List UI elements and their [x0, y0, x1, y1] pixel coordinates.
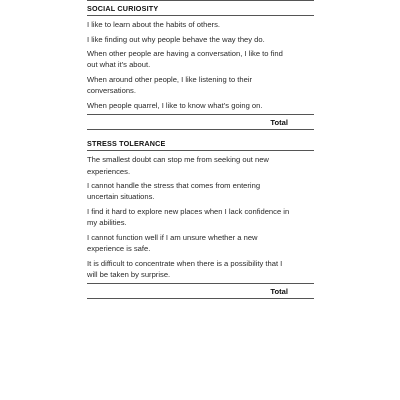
social-curiosity-section	[87, 1, 314, 130]
section-heading: SOCIAL CURIOSITY	[87, 1, 314, 16]
stress-tolerance-section	[87, 136, 314, 299]
list-item: It is difficult to concentrate when there is a possibility that I will be taken by surprise.	[87, 258, 283, 279]
list-item: I cannot function well if I am unsure whether a new experience is safe.	[87, 232, 258, 253]
list-item: I cannot handle the stress that comes from entering uncertain situations.	[87, 181, 261, 202]
list-item: I like finding out why people behave the way they do.	[87, 34, 265, 44]
section-heading: STRESS TOLERANCE	[87, 136, 314, 151]
list-item: When people quarrel, I like to know what’s going on.	[87, 100, 263, 110]
total-row: Total	[87, 114, 314, 130]
questionnaire-page	[87, 0, 314, 299]
item-list	[87, 16, 314, 111]
list-item: When other people are having a conversation, I like to find out what it’s about.	[87, 49, 283, 70]
list-item: When around other people, I like listening to their conversations.	[87, 74, 253, 96]
total-row: Total	[87, 283, 314, 299]
list-item: The smallest doubt can stop me from seeking out new experiences.	[87, 155, 269, 176]
item-list	[87, 151, 314, 280]
list-item: I find it hard to explore new places when I lack confidence in my abilities.	[87, 206, 290, 228]
list-item: I like to learn about the habits of others.	[87, 20, 220, 29]
